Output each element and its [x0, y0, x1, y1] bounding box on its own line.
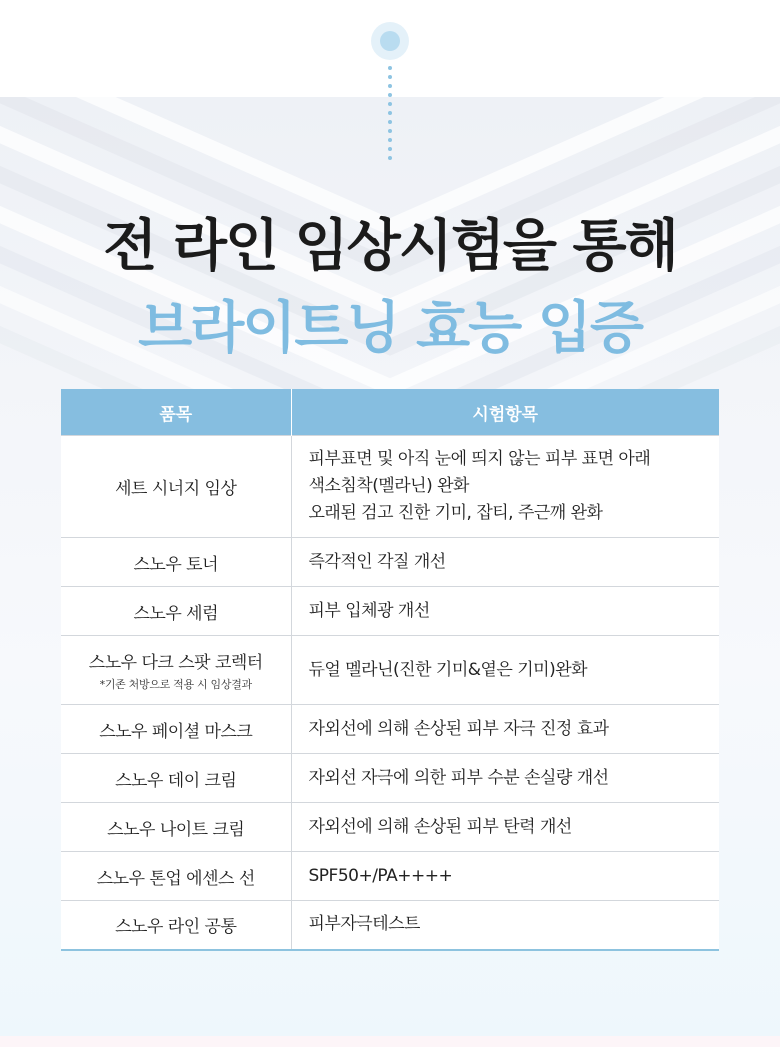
- test-line: 피부표면 및 아직 눈에 띄지 않는 피부 표면 아래: [308, 449, 651, 469]
- test-line: 피부자극테스트: [308, 914, 420, 935]
- product-name: 스노우 다크 스팟 코렉터: [88, 653, 263, 673]
- dotted-connector: [388, 66, 392, 165]
- test-line: 오래된 검고 진한 기미, 잡티, 주근깨 완화: [308, 503, 603, 523]
- product-name: 스노우 나이트 크림: [107, 819, 245, 840]
- headline-line-2: 브라이트닝 효능 입증: [138, 296, 642, 361]
- product-cell: [61, 754, 291, 803]
- table-row: [61, 901, 719, 950]
- header-product: 품목: [61, 389, 291, 436]
- test-line: 자외선에 의해 손상된 피부 자극 진정 효과: [308, 718, 609, 739]
- product-cell: [61, 538, 291, 587]
- test-cell: [291, 436, 719, 538]
- test-cell: [291, 901, 719, 950]
- test-cell: [291, 754, 719, 803]
- product-name: 스노우 세럼: [133, 603, 218, 624]
- table-row: [61, 705, 719, 754]
- product-name: 스노우 페이셜 마스크: [99, 721, 253, 742]
- headline-line-1: 전 라인 임상시험을 통해: [103, 214, 677, 279]
- product-name: 스노우 데이 크림: [115, 770, 237, 791]
- test-line: 색소침착(멜라닌) 완화: [308, 476, 469, 496]
- test-cell: [291, 587, 719, 636]
- bottom-strip: [0, 1036, 780, 1047]
- test-cell: [291, 803, 719, 852]
- test-line: 피부 입체광 개선: [308, 600, 430, 621]
- header-test-item: 시험항목: [291, 389, 719, 436]
- product-name: 스노우 라인 공통: [115, 917, 237, 938]
- product-name: 스노우 톤업 에센스 선: [96, 868, 255, 889]
- table-header-row: [61, 389, 719, 436]
- test-cell: [291, 538, 719, 587]
- product-footnote: *기존 처방으로 적용 시 임상결과: [99, 678, 252, 691]
- test-line: SPF50+/PA++++: [308, 865, 453, 886]
- test-cell: [291, 852, 719, 901]
- clinical-test-table: [61, 389, 719, 951]
- product-cell: [61, 901, 291, 950]
- table-row: [61, 587, 719, 636]
- test-line: 즉각적인 각질 개선: [308, 551, 446, 572]
- product-cell: [61, 636, 291, 705]
- test-cell: [291, 705, 719, 754]
- product-name: 세트 시너지 임상: [115, 479, 237, 499]
- table-row: [61, 436, 719, 538]
- product-cell: [61, 705, 291, 754]
- table-row: [61, 852, 719, 901]
- test-line: 듀얼 멜라닌(진한 기미&옅은 기미)완화: [308, 659, 588, 680]
- table-row: [61, 754, 719, 803]
- product-cell: [61, 852, 291, 901]
- product-cell: [61, 803, 291, 852]
- product-name: 스노우 토너: [133, 554, 218, 575]
- table-row: [61, 803, 719, 852]
- target-circle-icon: [371, 22, 409, 60]
- test-line: 자외선에 의해 손상된 피부 탄력 개선: [308, 816, 572, 837]
- test-line: 자외선 자극에 의한 피부 수분 손실량 개선: [308, 767, 609, 788]
- table-row: [61, 636, 719, 705]
- test-cell: [291, 636, 719, 705]
- product-cell: [61, 436, 291, 538]
- table-row: [61, 538, 719, 587]
- product-cell: [61, 587, 291, 636]
